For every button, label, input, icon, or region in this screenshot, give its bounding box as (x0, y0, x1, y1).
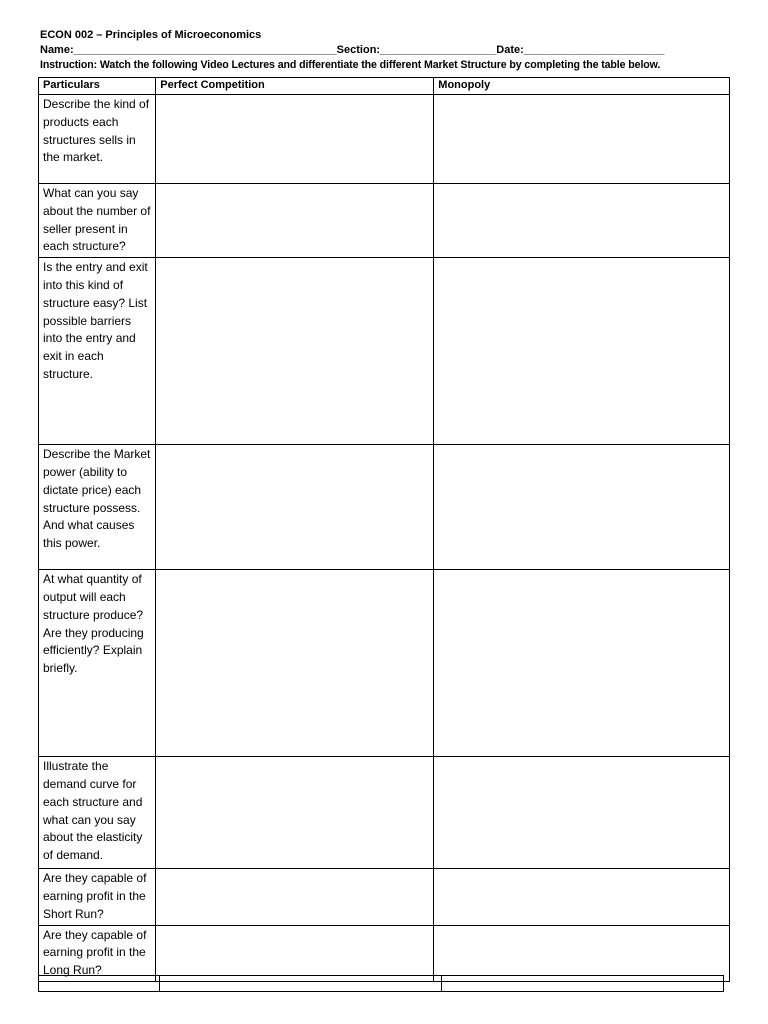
particular-cell: Are they capable of earning profit in the Short Run? (39, 869, 156, 925)
particular-cell: Are they capable of earning profit in the Long Run? (39, 925, 156, 981)
monopoly-answer-cell[interactable] (434, 869, 730, 925)
monopoly-answer-cell[interactable] (434, 95, 730, 184)
market-structure-table (38, 77, 730, 982)
monopoly-answer-cell[interactable] (434, 184, 730, 258)
table-row (39, 445, 730, 570)
empty-trailing-row (38, 975, 724, 992)
particular-cell: Illustrate the demand curve for each structure and what can you say about the elasticity of demand. (39, 757, 156, 869)
table-row (39, 976, 724, 992)
worksheet-header (40, 28, 730, 73)
monopoly-answer-cell[interactable] (434, 757, 730, 869)
table-row (39, 757, 730, 869)
perfect-competition-answer-cell[interactable] (156, 95, 434, 184)
monopoly-answer-cell[interactable] (434, 570, 730, 757)
perfect-competition-answer-cell[interactable] (156, 445, 434, 570)
perfect-competition-answer-cell[interactable] (156, 757, 434, 869)
empty-cell[interactable] (442, 976, 724, 992)
perfect-competition-answer-cell[interactable] (156, 184, 434, 258)
column-header-perfect-competition: Perfect Competition (156, 78, 434, 95)
monopoly-answer-cell[interactable] (434, 258, 730, 445)
monopoly-answer-cell[interactable] (434, 925, 730, 981)
particular-cell: What can you say about the number of seller present in each structure? (39, 184, 156, 258)
course-title: ECON 002 – Principles of Microeconomics (40, 29, 262, 41)
table-row (39, 95, 730, 184)
empty-cell[interactable] (160, 976, 442, 992)
perfect-competition-answer-cell[interactable] (156, 869, 434, 925)
perfect-competition-answer-cell[interactable] (156, 258, 434, 445)
particular-cell: Describe the kind of products each structures sells in the market. (39, 95, 156, 184)
particular-cell: Describe the Market power (ability to dictate price) each structure possess. And what causes this power. (39, 445, 156, 570)
perfect-competition-answer-cell[interactable] (156, 570, 434, 757)
table-row (39, 184, 730, 258)
perfect-competition-answer-cell[interactable] (156, 925, 434, 981)
particular-cell: At what quantity of output will each structure produce? Are they producing efficiently? Explain briefly. (39, 570, 156, 757)
table-row (39, 570, 730, 757)
empty-cell[interactable] (39, 976, 160, 992)
student-info-line: Name:___________________________________________Section:___________________Date:_______________________ (40, 44, 665, 56)
instruction-text: Instruction: Watch the following Video Lectures and differentiate the different Market Structure by completing the table below. (40, 59, 661, 71)
particular-cell: Is the entry and exit into this kind of structure easy? List possible barriers into the entry and exit in each structure. (39, 258, 156, 445)
monopoly-answer-cell[interactable] (434, 445, 730, 570)
table-header-row (39, 78, 730, 95)
column-header-monopoly: Monopoly (434, 78, 730, 95)
table-row (39, 869, 730, 925)
table-row (39, 925, 730, 981)
column-header-particulars: Particulars (39, 78, 156, 95)
table-row (39, 258, 730, 445)
